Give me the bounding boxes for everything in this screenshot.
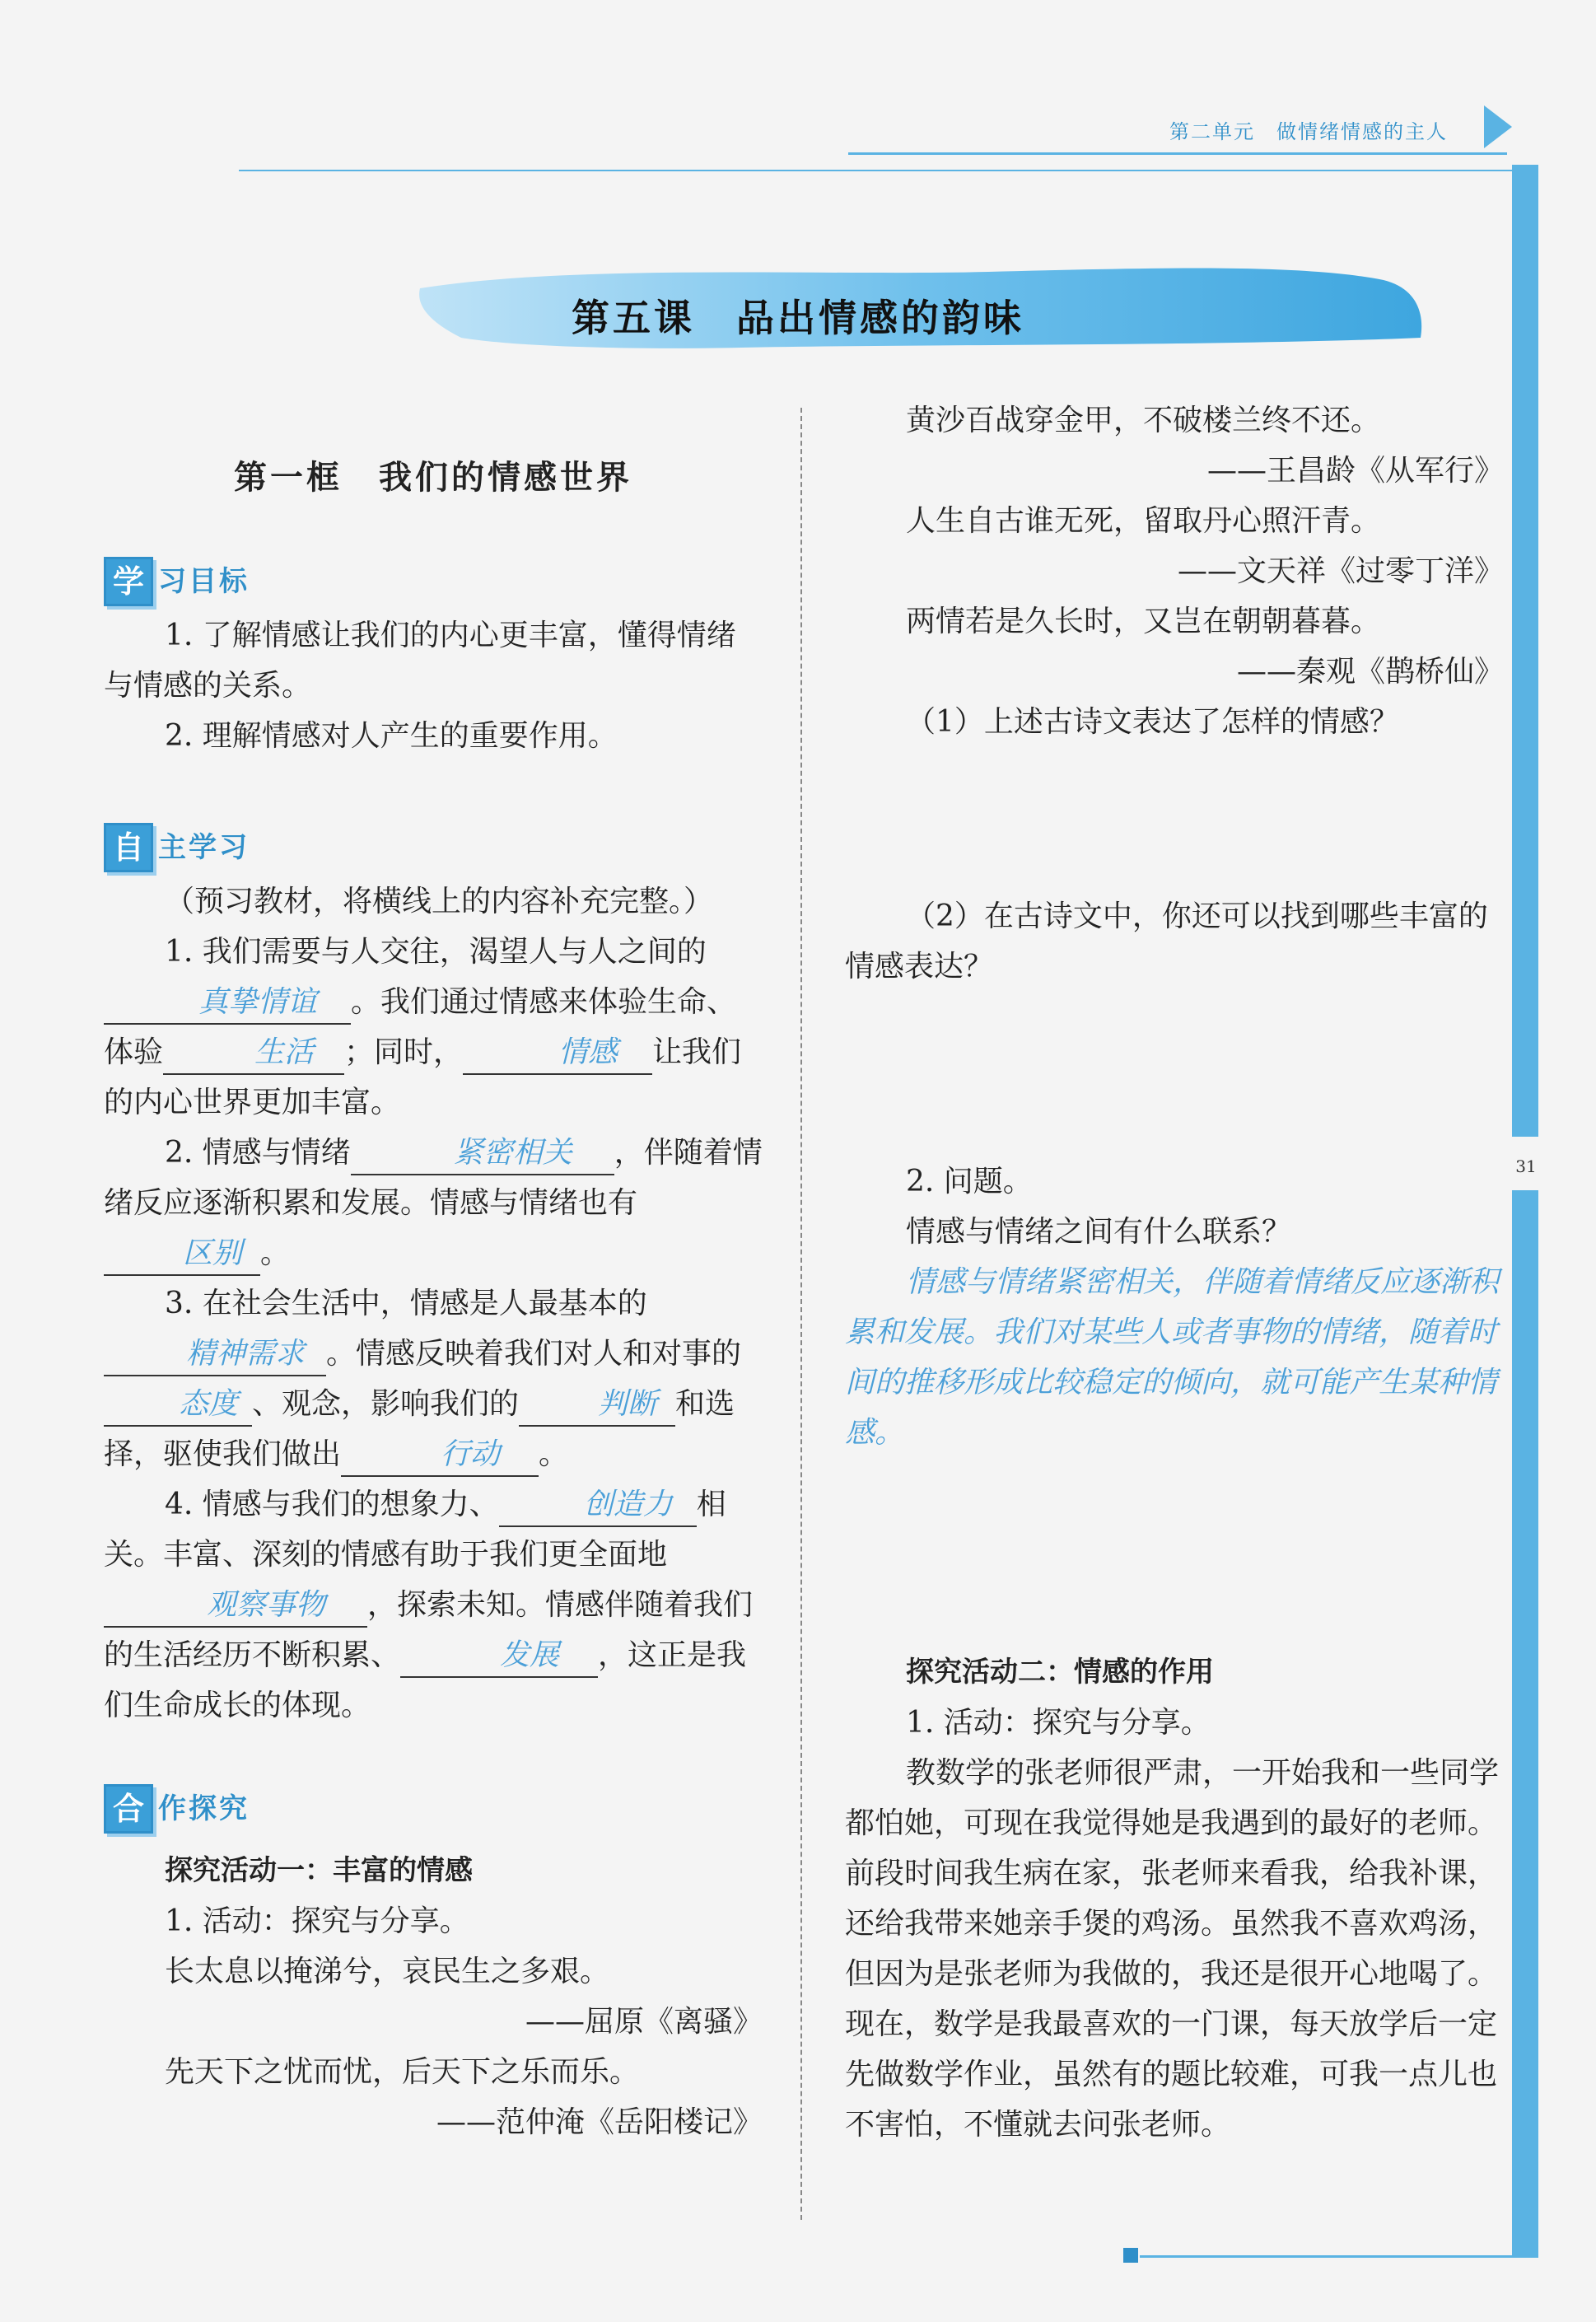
answer-blank: 精神需求: [104, 1334, 326, 1376]
lesson-title: 第五课 品出情感的韵味: [572, 296, 1024, 340]
question-3: 3. 在社会生活中，情感是人最基本的精神需求 。情感反映着我们对人和对事的态度 、观念，影响我们的 判断 和选择，驱使我们做出 行动 。: [104, 1278, 763, 1479]
poem-citation: ——秦观《鹊桥仙》: [1236, 655, 1504, 689]
answer-blank: 生活: [163, 1032, 344, 1075]
answer-blank: 创造力: [499, 1484, 697, 1527]
section-icon: 学: [104, 557, 153, 606]
page-number: 31: [1515, 1156, 1537, 1176]
poem-line: 长太息以掩涕兮，哀民生之多艰。: [165, 1955, 610, 1988]
footer-line: [1140, 2255, 1538, 2258]
column-divider: [800, 408, 802, 2220]
poem-citation: ——屈原《离骚》: [525, 2005, 763, 2039]
unit-header: 第二单元 做情绪情感的主人: [1169, 120, 1448, 143]
problem-label: 2. 问题。: [906, 1165, 1033, 1198]
section-label: 作探究: [158, 1792, 250, 1825]
section-self-study: [104, 819, 763, 876]
poem-line: 黄沙百战穿金甲，不破楼兰终不还。: [906, 404, 1381, 437]
header-line: [239, 170, 1524, 171]
answer-blank: 行动: [341, 1434, 539, 1477]
answer-blank: 观察事物: [104, 1585, 367, 1628]
answer-blank: 判断: [519, 1384, 675, 1427]
question-1: 1. 我们需要与人交往，渴望人与人之间的真挚情谊 。我们通过情感来体验生命、体验 生活 ；同时， 情感 让我们的内心世界更加丰富。: [104, 935, 742, 1119]
activity2-line: 1. 活动：探究与分享。: [906, 1706, 1211, 1740]
goal-item: 1. 了解情感让我们的内心更丰富，懂得情绪与情感的关系。: [104, 619, 736, 703]
frame-title: 第一框 我们的情感世界: [234, 459, 632, 497]
poem-citation: ——王昌龄《从军行》: [1206, 454, 1504, 488]
question-1: （1）上述古诗文表达了怎样的情感？: [906, 705, 1399, 739]
poem-line: 人生自古谁无死，留取丹心照汗青。: [906, 504, 1381, 538]
header-arrow: [1484, 105, 1512, 148]
activity-title: 探究活动一：丰富的情感: [165, 1854, 473, 1887]
footer-square: [1123, 2248, 1138, 2263]
problem-question: 情感与情绪之间有什么联系？: [906, 1215, 1292, 1249]
section-icon: 自: [104, 823, 153, 872]
poem-line: 先天下之忧而忧，后天下之乐而乐。: [165, 2055, 640, 2089]
header-line-upper: [848, 152, 1507, 155]
question-2: 2. 情感与情绪 紧密相关 ，伴随着情绪反应逐渐积累和发展。情感与情绪也有区别 。: [104, 1128, 763, 1278]
section-goals: [104, 553, 763, 610]
section-label: 主学习: [158, 830, 250, 864]
self-study-intro: （预习教材，将横线上的内容补充完整。）: [165, 885, 714, 918]
answer-blank: 发展: [400, 1635, 598, 1678]
activity-line: 1. 活动：探究与分享。: [165, 1904, 469, 1938]
story-paragraph: 教数学的张老师很严肃，一开始我和一些同学都怕她，可现在我觉得她是我遇到的最好的老师。前段时间我生病在家，张老师来看我，给我补课，还给我带来她亲手煲的鸡汤。虽然我不喜欢鸡汤，但因为是张老师为我做的，我还是很开心地喝了。现在，数学是我最喜欢的一门课，每天放学后一定先做数学作业，虽然有的题比较难，可我一点儿也不害怕，不懂就去问张老师。: [845, 1756, 1500, 2142]
question-4: 4. 情感与我们的想象力、 创造力 相关。丰富、深刻的情感有助于我们更全面地观察事物 ，探索未知。情感伴随着我们的生活经历不断积累、 发展 ，这正是我们生命成长的体现。: [104, 1479, 763, 1731]
section-icon: 合: [104, 1784, 153, 1834]
answer-blank: 情感: [463, 1032, 652, 1075]
right-column: [845, 395, 1504, 2150]
poem-citation: ——文天祥《过零丁洋》: [1177, 554, 1504, 588]
section-label: 习目标: [158, 564, 250, 598]
answer-blank: 区别: [104, 1233, 260, 1276]
poem-line: 两情若是久长时，又岂在朝朝暮暮。: [906, 605, 1381, 638]
problem-answer: 情感与情绪紧密相关，伴随着情绪反应逐渐积累和发展。我们对某些人或者事物的情绪，随着时间的推移形成比较稳定的倾向，就可能产生某种情感。: [845, 1265, 1500, 1450]
right-margin-bar-lower: [1512, 1190, 1538, 2257]
question-2: （2）在古诗文中，你还可以找到哪些丰富的情感表达？: [845, 899, 1488, 983]
left-column: [104, 453, 763, 2147]
section-coop: [104, 1780, 763, 1838]
goal-item: 2. 理解情感对人产生的重要作用。: [165, 719, 618, 753]
poem-citation: ——范仲淹《岳阳楼记》: [436, 2105, 763, 2139]
answer-blank: 态度: [104, 1384, 252, 1427]
activity2-title: 探究活动二：情感的作用: [906, 1656, 1214, 1689]
answer-blank: 真挚情谊: [104, 982, 351, 1025]
answer-blank: 紧密相关: [351, 1133, 614, 1175]
